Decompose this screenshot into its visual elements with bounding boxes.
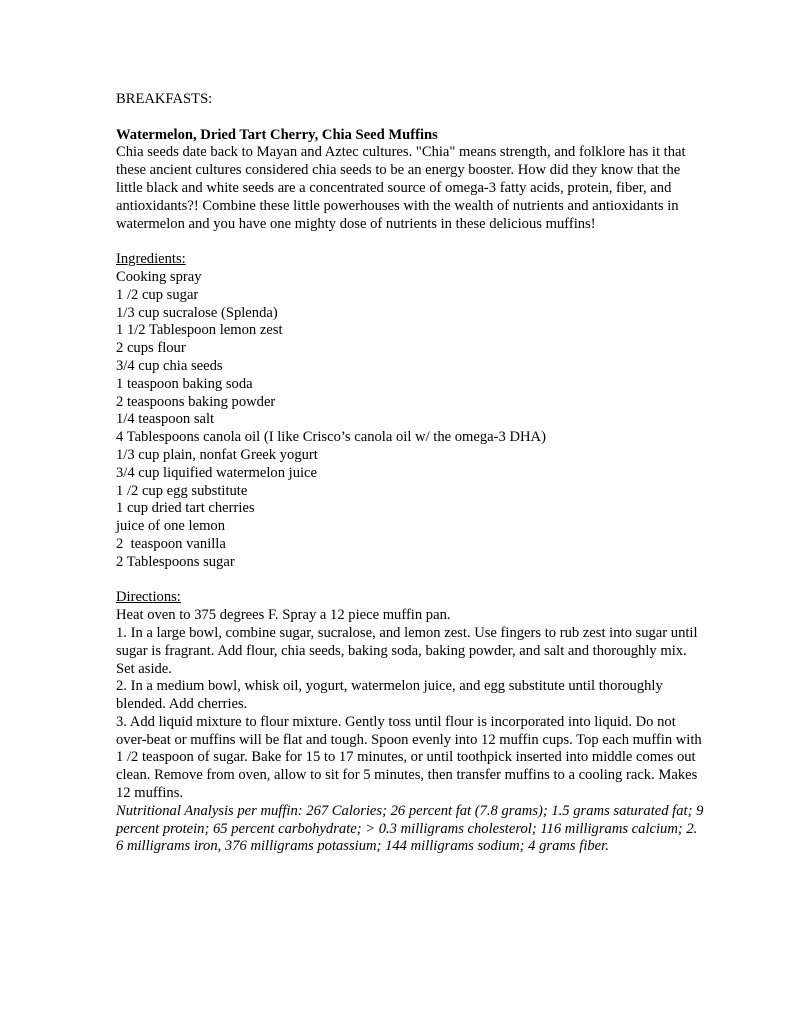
ingredient-item: 4 Tablespoons canola oil (I like Crisco’s canola oil w/ the omega-3 DHA): [116, 429, 546, 446]
nutrition-analysis: Nutritional Analysis per muffin: 267 Calories; 26 percent fat (7.8 grams); 1.5 grams saturated fat; 9 percent protein; 65 percent carbohydrate; > 0.3 milligrams cholesterol; 116 milligrams calcium; 2. 6 milligrams iron, 376 milligrams potassium; 144 milligrams sodium; 4 grams fiber.: [116, 802, 704, 855]
ingredient-item: 1/4 teaspoon salt: [116, 411, 215, 428]
direction-step: 1. In a large bowl, combine sugar, sucralose, and lemon zest. Use fingers to rub zest into sugar until sugar is fragrant. Add flour, chia seeds, baking soda, baking powder, and salt and thoroughly mix. Set aside.: [116, 624, 698, 677]
ingredient-item: 1/3 cup plain, nonfat Greek yogurt: [116, 446, 318, 463]
ingredient-item: 1/3 cup sucralose (Splenda): [116, 304, 278, 321]
ingredient-item: 2 teaspoons baking powder: [116, 393, 276, 410]
directions-heading: Directions:: [116, 589, 181, 606]
direction-step: 3. Add liquid mixture to flour mixture. Gently toss until flour is incorporated into liquid. Do not over-beat or muffins will be flat and tough. Spoon evenly into 12 muffin cups. Top each muffin with 1 /2 teaspoon of sugar. Bake for 15 to 17 minutes, or until toothpick inserted into middle comes out clean. Remove from oven, allow to sit for 5 minutes, then transfer muffins to a cooling rack. Makes 12 muffins.: [116, 713, 702, 802]
directions-block: [116, 607, 706, 803]
ingredient-item: 2 teaspoon vanilla: [116, 535, 226, 552]
ingredient-item: 2 Tablespoons sugar: [116, 553, 235, 570]
ingredients-list: [116, 269, 706, 572]
ingredient-item: 1 1/2 Tablespoon lemon zest: [116, 322, 283, 339]
direction-step: 2. In a medium bowl, whisk oil, yogurt, watermelon juice, and egg substitute until thoroughly blended. Add cherries.: [116, 678, 663, 713]
ingredient-item: 2 cups flour: [116, 340, 186, 357]
ingredient-item: 1 /2 cup egg substitute: [116, 482, 248, 499]
ingredient-item: 1 cup dried tart cherries: [116, 500, 255, 517]
section-title: BREAKFASTS:: [116, 91, 213, 107]
document-page: [116, 91, 706, 856]
ingredient-item: 1 /2 cup sugar: [116, 286, 199, 303]
ingredient-item: Cooking spray: [116, 268, 202, 285]
ingredient-item: juice of one lemon: [116, 518, 226, 535]
ingredient-item: 3/4 cup chia seeds: [116, 357, 223, 374]
ingredient-item: 3/4 cup liquified watermelon juice: [116, 464, 318, 481]
ingredients-heading: Ingredients:: [116, 251, 186, 268]
direction-step: Heat oven to 375 degrees F. Spray a 12 piece muffin pan.: [116, 607, 451, 624]
ingredient-item: 1 teaspoon baking soda: [116, 375, 253, 392]
recipe-intro: Chia seeds date back to Mayan and Aztec cultures. "Chia" means strength, and folklore has it that these ancient cultures considered chia seeds to be an energy booster. How did they know that the little black and white seeds are a concentrated source of omega-3 fatty acids, protein, fiber, and antioxidants?! Combine these little powerhouses with the wealth of nutrients and antioxidants in watermelon and you have one mighty dose of nutrients in these delicious muffins!: [116, 144, 686, 232]
recipe-title: Watermelon, Dried Tart Cherry, Chia Seed Muffins: [116, 126, 438, 143]
